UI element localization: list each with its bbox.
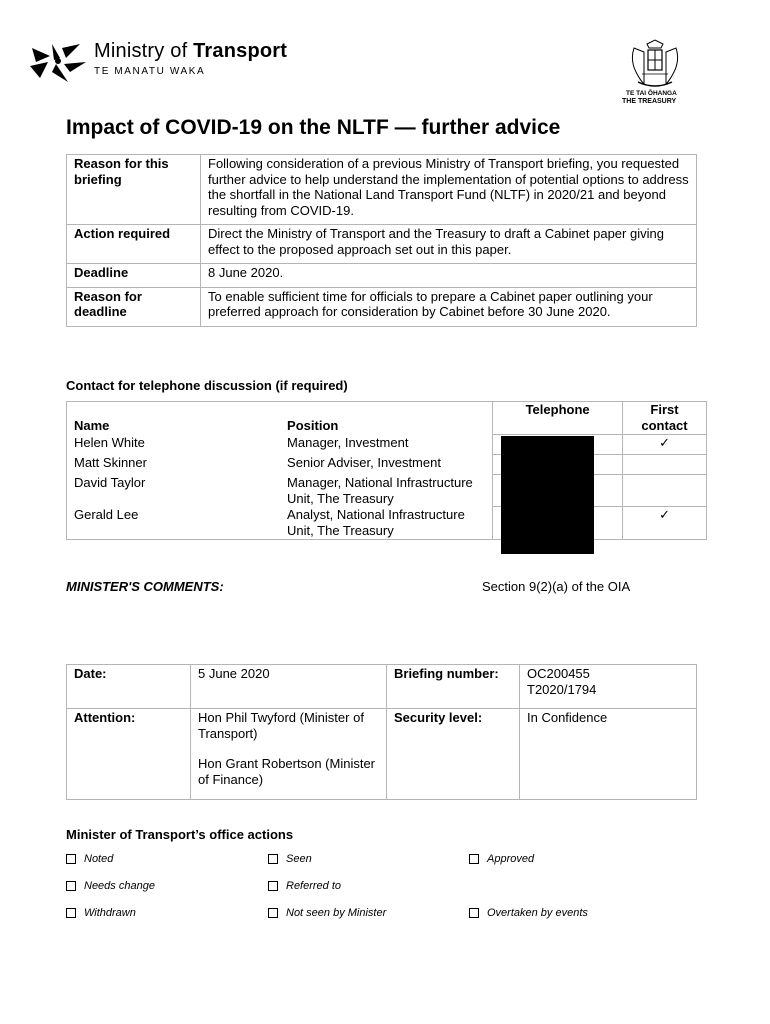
column-header-position: Position [287, 418, 339, 433]
table-row [67, 665, 697, 709]
office-actions-heading: Minister of Transport’s office actions [66, 827, 294, 842]
contact-name: David Taylor [67, 475, 281, 507]
action-referred-to[interactable]: Referred to [268, 880, 341, 892]
ministry-name: Ministry of Transport [94, 40, 288, 62]
action-noted[interactable]: Noted [66, 853, 113, 865]
first-contact-check-icon: ✓ [623, 507, 707, 540]
action-seen[interactable]: Seen [268, 853, 312, 865]
checkbox[interactable] [469, 908, 479, 918]
table-row [67, 435, 707, 455]
treasury-name: THE TREASURY [622, 98, 677, 105]
contact-name: Helen White [67, 435, 281, 455]
table-row [67, 225, 697, 264]
checkbox[interactable] [469, 854, 479, 864]
ministry-logo-mark-icon [30, 42, 88, 82]
document-header [30, 38, 730, 110]
coat-of-arms-icon [620, 38, 690, 90]
checkbox[interactable] [268, 908, 278, 918]
first-contact-check-icon: ✓ [623, 435, 707, 455]
table-row [67, 155, 697, 225]
attention-recipient: Hon Phil Twyford (Minister of Transport) [198, 709, 364, 741]
attention-recipient: Hon Grant Robertson (Minister of Finance) [198, 755, 376, 787]
table-row [67, 708, 697, 799]
contact-name: Gerald Lee [67, 507, 281, 540]
redaction-block [501, 436, 594, 554]
contact-position: Analyst, National Infrastructure Unit, The Treasury [280, 507, 493, 540]
briefing-details-table [66, 664, 697, 800]
checkbox[interactable] [66, 908, 76, 918]
row-text: Following consideration of a previous Ministry of Transport briefing, you requested further advice to help understand the implementation of potential options to address the shortfall in the National Land Transport Fund (NLTF) in 2020/21 and beyond resulting from COVID-19. [201, 155, 697, 225]
row-text: Direct the Ministry of Transport and the Treasury to draft a Cabinet paper giving effect to the proposed approach set out in this paper. [201, 225, 697, 264]
table-row [67, 264, 697, 288]
action-needs-change[interactable]: Needs change [66, 880, 155, 892]
table-row [67, 507, 707, 540]
treasury-maori-name: TE TAI ŌHANGA [626, 90, 677, 97]
checkbox[interactable] [66, 881, 76, 891]
oia-withholding-note: Section 9(2)(a) of the OIA [482, 579, 631, 594]
briefing-summary-table [66, 154, 697, 327]
contact-position: Manager, Investment [287, 434, 409, 450]
security-level-value: In Confidence [520, 708, 697, 799]
table-row [67, 287, 697, 326]
table-row [67, 475, 707, 507]
action-approved[interactable]: Approved [469, 853, 534, 865]
briefing-number-value [520, 665, 697, 709]
first-contact-cell [623, 475, 707, 507]
briefing-number-label: Briefing number: [387, 665, 520, 709]
briefing-number-treasury: T2020/1794 [527, 682, 597, 697]
first-contact-cell [623, 455, 707, 475]
row-label: Deadline [67, 264, 201, 288]
row-label: Reason for deadline [67, 287, 201, 326]
date-value: 5 June 2020 [191, 665, 387, 709]
contact-name: Matt Skinner [67, 455, 281, 475]
column-header-name: Name [67, 402, 281, 435]
row-label: Action required [67, 225, 201, 264]
contact-heading: Contact for telephone discussion (if required) [66, 378, 348, 393]
contact-header-row [67, 402, 707, 435]
checkbox[interactable] [268, 854, 278, 864]
action-withdrawn[interactable]: Withdrawn [66, 907, 136, 919]
treasury-logo [620, 38, 690, 110]
ministry-maori-name: TE MANATU WAKA [94, 66, 206, 77]
attention-value [191, 708, 387, 799]
checkbox[interactable] [66, 854, 76, 864]
document-title: Impact of COVID-19 on the NLTF — further advice [66, 116, 561, 139]
table-row [67, 455, 707, 475]
checkbox[interactable] [268, 881, 278, 891]
row-text: To enable sufficient time for officials to prepare a Cabinet paper outlining your preferred approach for consideration by Cabinet before 30 June 2020. [201, 287, 697, 326]
contact-position: Senior Adviser, Investment [287, 454, 441, 470]
ministry-of-transport-logo [30, 38, 330, 88]
row-label: Reason for this briefing [67, 155, 201, 225]
date-label: Date: [67, 665, 191, 709]
ministers-comments-label: MINISTER'S COMMENTS: [66, 579, 224, 594]
security-level-label: Security level: [387, 708, 520, 799]
briefing-number-mot: OC200455 [527, 666, 590, 681]
contact-position: Manager, National Infrastructure Unit, The Treasury [287, 474, 473, 506]
contact-table [66, 401, 707, 540]
column-header-telephone: Telephone [493, 402, 623, 435]
action-not-seen-by-minister[interactable]: Not seen by Minister [268, 907, 386, 919]
attention-label: Attention: [67, 708, 191, 799]
action-overtaken-by-events[interactable]: Overtaken by events [469, 907, 588, 919]
column-header-first-contact: First contact [623, 402, 707, 435]
row-text: 8 June 2020. [201, 264, 697, 288]
